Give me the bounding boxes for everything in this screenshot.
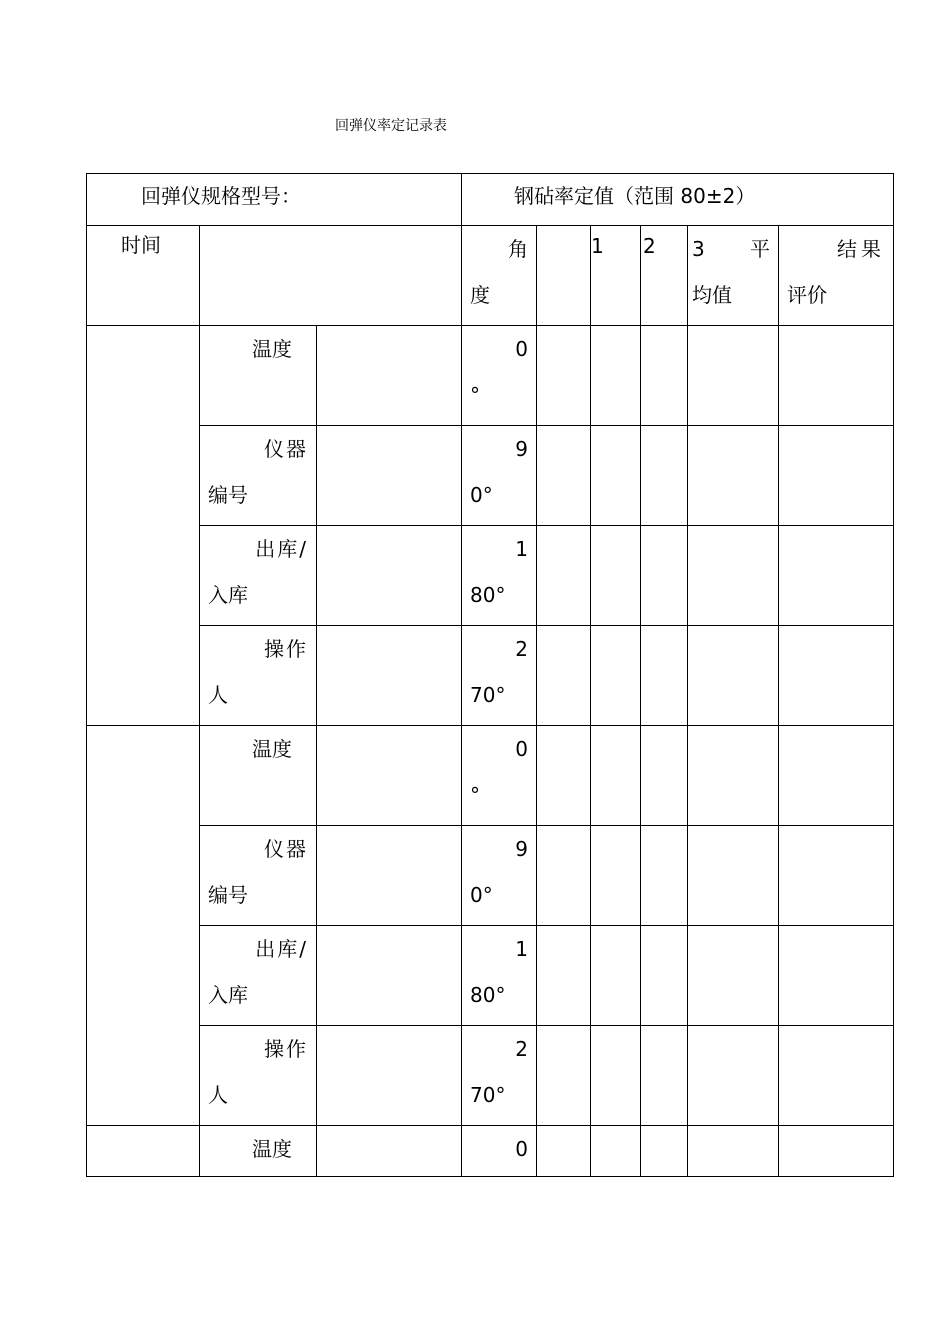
row-value-cell[interactable] bbox=[317, 926, 462, 1026]
table-row bbox=[87, 1126, 894, 1177]
result-cell[interactable] bbox=[779, 1026, 894, 1126]
reading-1-cell[interactable] bbox=[591, 1026, 641, 1126]
reading-3-average-cell[interactable] bbox=[688, 526, 779, 626]
reading-2-cell[interactable] bbox=[641, 1026, 688, 1126]
reading-1-cell[interactable] bbox=[591, 426, 641, 526]
reading-1-cell[interactable] bbox=[591, 326, 641, 426]
reading-3-average-cell[interactable] bbox=[688, 426, 779, 526]
angle-line2: 80° bbox=[470, 583, 506, 607]
angle-cell bbox=[462, 326, 537, 426]
blank-cell[interactable] bbox=[537, 326, 591, 426]
result-cell[interactable] bbox=[779, 526, 894, 626]
row-value-cell[interactable] bbox=[317, 626, 462, 726]
reading-2-header bbox=[641, 226, 688, 326]
row-label bbox=[200, 926, 317, 1026]
blank-cell[interactable] bbox=[537, 1026, 591, 1126]
angle-line2: 0° bbox=[470, 883, 493, 907]
row-label-text: 温度 bbox=[252, 1137, 292, 1161]
reading-1-header bbox=[591, 226, 641, 326]
result-header bbox=[779, 226, 894, 326]
header-row bbox=[87, 174, 894, 226]
reading-2-label: 2 bbox=[643, 234, 656, 258]
blank-cell[interactable] bbox=[537, 626, 591, 726]
angle-line1: 9 bbox=[515, 437, 529, 461]
blank-header bbox=[537, 226, 591, 326]
row-label-line1: 操作 bbox=[264, 637, 308, 661]
row-label bbox=[200, 426, 317, 526]
angle-line2: 70° bbox=[470, 1083, 506, 1107]
angle-header bbox=[462, 226, 537, 326]
result-cell[interactable] bbox=[779, 826, 894, 926]
row-label-line2: 入库 bbox=[208, 583, 248, 607]
table-row bbox=[87, 826, 894, 926]
row-value-cell[interactable] bbox=[317, 1026, 462, 1126]
angle-cell bbox=[462, 726, 537, 826]
table-row bbox=[87, 626, 894, 726]
table-row bbox=[87, 426, 894, 526]
reading-1-cell[interactable] bbox=[591, 526, 641, 626]
time-cell[interactable] bbox=[87, 1126, 200, 1177]
table-row bbox=[87, 926, 894, 1026]
row-label bbox=[200, 326, 317, 426]
blank-cell[interactable] bbox=[537, 926, 591, 1026]
row-value-cell[interactable] bbox=[317, 1126, 462, 1177]
reading-3-average-cell[interactable] bbox=[688, 326, 779, 426]
row-label bbox=[200, 1026, 317, 1126]
angle-line2: ° bbox=[470, 383, 481, 407]
subheader-row bbox=[87, 226, 894, 326]
row-value-cell[interactable] bbox=[317, 526, 462, 626]
reading-1-cell[interactable] bbox=[591, 1126, 641, 1177]
table-row bbox=[87, 326, 894, 426]
time-header: 时间 bbox=[87, 226, 200, 326]
spec-model-label: 回弹仪规格型号： bbox=[87, 174, 462, 226]
result-header-line2: 评价 bbox=[787, 283, 828, 307]
reading-3-average-cell[interactable] bbox=[688, 1026, 779, 1126]
result-header-line1: 结果 bbox=[837, 237, 886, 261]
time-cell[interactable] bbox=[87, 326, 200, 726]
time-value-cell[interactable] bbox=[200, 226, 462, 326]
row-value-cell[interactable] bbox=[317, 326, 462, 426]
angle-cell bbox=[462, 826, 537, 926]
row-label-line2: 人 bbox=[208, 1083, 228, 1107]
row-label-line1: 出库/ bbox=[255, 937, 308, 961]
angle-cell bbox=[462, 1026, 537, 1126]
reading-2-cell[interactable] bbox=[641, 326, 688, 426]
angle-line2: 80° bbox=[470, 983, 506, 1007]
row-label-line1: 仪器 bbox=[264, 837, 308, 861]
angle-line1: 0 bbox=[515, 1137, 529, 1161]
blank-cell[interactable] bbox=[537, 726, 591, 826]
angle-header-line2: 度 bbox=[470, 283, 491, 307]
row-label-text: 温度 bbox=[252, 737, 292, 761]
average-header bbox=[692, 226, 770, 318]
reading-3-average-cell[interactable] bbox=[688, 726, 779, 826]
angle-line1: 0 bbox=[515, 337, 529, 361]
angle-line1: 9 bbox=[515, 837, 529, 861]
angle-line2: 70° bbox=[470, 683, 506, 707]
reading-1-cell[interactable] bbox=[591, 726, 641, 826]
page-title: 回弹仪率定记录表 bbox=[335, 118, 447, 134]
average-header-line1: 平 bbox=[750, 237, 770, 261]
result-cell[interactable] bbox=[779, 726, 894, 826]
row-label-text: 温度 bbox=[252, 337, 292, 361]
average-header-line2: 均值 bbox=[692, 283, 732, 307]
reading-3-average-cell[interactable] bbox=[688, 926, 779, 1026]
reading-3-average-cell[interactable] bbox=[688, 626, 779, 726]
reading-2-cell[interactable] bbox=[641, 426, 688, 526]
reading-2-cell[interactable] bbox=[641, 626, 688, 726]
reading-2-cell[interactable] bbox=[641, 1126, 688, 1177]
table-row bbox=[87, 526, 894, 626]
angle-line1: 1 bbox=[515, 537, 529, 561]
angle-header-line1: 角 bbox=[508, 237, 529, 261]
result-cell[interactable] bbox=[779, 326, 894, 426]
angle-line1: 0 bbox=[515, 737, 529, 761]
result-cell[interactable] bbox=[779, 1126, 894, 1177]
row-label bbox=[200, 1126, 317, 1177]
angle-line1: 1 bbox=[515, 937, 529, 961]
row-label-line1: 仪器 bbox=[264, 437, 308, 461]
reading-1-label: 1 bbox=[591, 234, 604, 258]
reading-2-cell[interactable] bbox=[641, 526, 688, 626]
angle-line1: 2 bbox=[515, 637, 529, 661]
row-value-cell[interactable] bbox=[317, 826, 462, 926]
reading-2-cell[interactable] bbox=[641, 826, 688, 926]
angle-line2: ° bbox=[470, 783, 481, 807]
row-label bbox=[200, 826, 317, 926]
angle-cell bbox=[462, 626, 537, 726]
row-label bbox=[200, 526, 317, 626]
reading-3-average-cell[interactable] bbox=[688, 826, 779, 926]
reading-1-cell[interactable] bbox=[591, 926, 641, 1026]
time-cell[interactable] bbox=[87, 726, 200, 1126]
row-label-line2: 编号 bbox=[208, 883, 248, 907]
blank-cell[interactable] bbox=[537, 1126, 591, 1177]
blank-cell[interactable] bbox=[537, 526, 591, 626]
result-cell[interactable] bbox=[779, 426, 894, 526]
blank-cell[interactable] bbox=[537, 426, 591, 526]
reading-3-average-cell[interactable] bbox=[688, 1126, 779, 1177]
reading-2-cell[interactable] bbox=[641, 926, 688, 1026]
row-label-line1: 操作 bbox=[264, 1037, 308, 1061]
angle-line2: 0° bbox=[470, 483, 493, 507]
table-row bbox=[87, 1026, 894, 1126]
angle-cell bbox=[462, 926, 537, 1026]
row-label-line2: 编号 bbox=[208, 483, 248, 507]
row-label bbox=[200, 726, 317, 826]
angle-cell bbox=[462, 1126, 537, 1177]
reading-2-cell[interactable] bbox=[641, 726, 688, 826]
row-label-line1: 出库/ bbox=[255, 537, 308, 561]
table-row bbox=[87, 726, 894, 826]
row-value-cell[interactable] bbox=[317, 726, 462, 826]
result-cell[interactable] bbox=[779, 626, 894, 726]
blank-cell[interactable] bbox=[537, 826, 591, 926]
calibration-table bbox=[86, 173, 894, 1177]
result-cell[interactable] bbox=[779, 926, 894, 1026]
calibration-value-label: 钢砧率定值（范围 80±2） bbox=[462, 174, 894, 226]
row-value-cell[interactable] bbox=[317, 426, 462, 526]
angle-cell bbox=[462, 426, 537, 526]
row-label bbox=[200, 626, 317, 726]
reading-1-cell[interactable] bbox=[591, 626, 641, 726]
row-label-line2: 人 bbox=[208, 683, 228, 707]
reading-3-label: 3 bbox=[692, 237, 705, 261]
angle-line1: 2 bbox=[515, 1037, 529, 1061]
row-label-line2: 入库 bbox=[208, 983, 248, 1007]
angle-cell bbox=[462, 526, 537, 626]
reading-1-cell[interactable] bbox=[591, 826, 641, 926]
